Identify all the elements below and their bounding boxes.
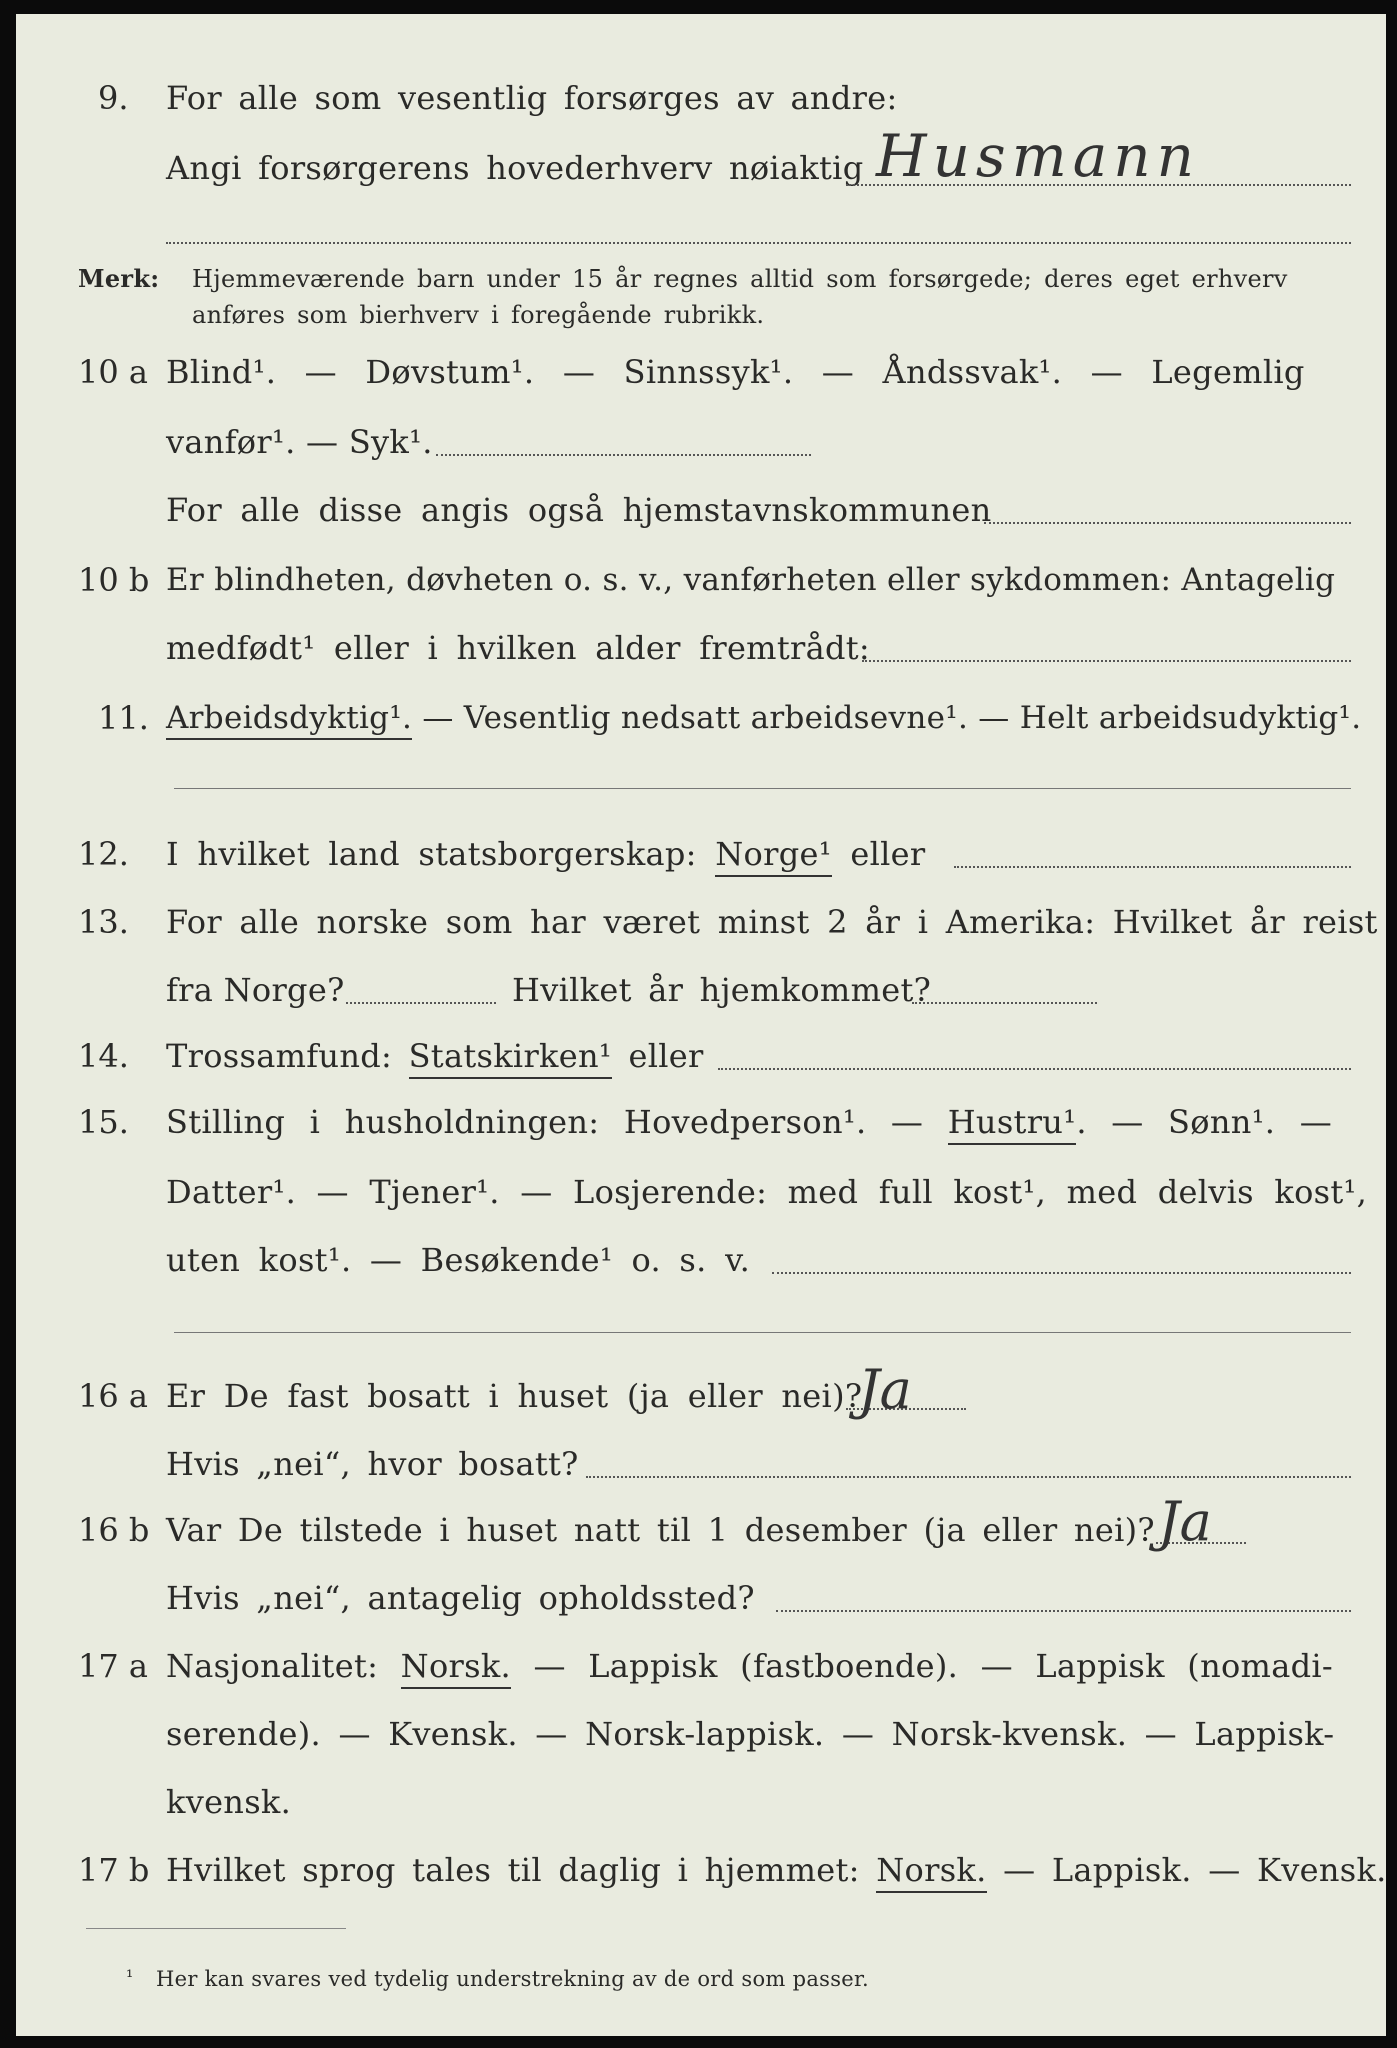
q11-rest: — Vesentlig nedsatt arbeidsevne¹. — Helt arbeidsudyktig¹. <box>412 700 1362 736</box>
q12-number: 12. <box>78 835 129 873</box>
q11-number: 11. <box>98 699 149 737</box>
q10a-line2-field <box>436 454 811 456</box>
census-form-page <box>16 14 1386 2036</box>
q17b-line <box>166 1850 1387 1890</box>
q10b-line1: Er blindheten, døvheten o. s. v., vanførheten eller sykdommen: Antagelig <box>166 562 1336 598</box>
q16a-number: 16 a <box>78 1377 148 1415</box>
q16b-answer-handwritten: Ja <box>1158 1490 1212 1553</box>
q15-line3: uten kost¹. — Besøkende¹ o. s. v. <box>166 1241 751 1279</box>
q17a-line3: kvensk. <box>166 1783 292 1821</box>
q10a-number: 10 a <box>78 353 148 391</box>
q14-number: 14. <box>78 1037 129 1075</box>
q17a-pre: Nasjonalitet: <box>166 1647 401 1685</box>
q13-hjemkommet-field <box>912 1002 1097 1004</box>
q12-line <box>166 834 926 874</box>
q9-number: 9. <box>98 79 129 117</box>
q10a-line1: Blind¹. — Døvstum¹. — Sinnssyk¹. — Åndssvak¹. — Legemlig <box>166 353 1305 391</box>
q13-line2a: fra Norge? <box>166 971 345 1009</box>
q10a-line3: For alle disse angis også hjemstavnskommunen <box>166 491 992 529</box>
q16b-number: 16 b <box>78 1511 150 1549</box>
q17a-option-norsk-underlined: Norsk. <box>401 1647 511 1689</box>
q10b-number: 10 b <box>78 561 150 599</box>
q11-line <box>166 698 1361 738</box>
q17b-post: — Lappisk. — Kvensk. <box>986 1851 1387 1889</box>
q15-line1 <box>166 1102 1332 1142</box>
merk-line1: Hjemmeværende barn under 15 år regnes alltid som forsørgede; deres eget erhverv <box>192 265 1288 293</box>
q17a-line1rest: — Lappisk (fastboende). — Lappisk (nomadi- <box>511 1647 1334 1685</box>
q12-post: eller <box>831 835 926 873</box>
q13-line2b: Hvilket år hjemkommet? <box>512 971 932 1009</box>
q17a-number: 17 a <box>78 1647 148 1685</box>
q15-separator <box>174 1332 1351 1333</box>
merk-line2: anføres som bierhverv i foregående rubrikk. <box>192 301 765 329</box>
q16a-bosatt-field <box>586 1476 1351 1478</box>
q15-line1a: Stilling i husholdningen: Hovedperson¹. — <box>166 1103 948 1141</box>
q14-field <box>718 1068 1351 1070</box>
q15-field <box>772 1272 1351 1274</box>
q17a-line1 <box>166 1646 1333 1686</box>
q12-pre: I hvilket land statsborgerskap: <box>166 835 716 873</box>
q12-option-norge-underlined: Norge¹ <box>715 835 832 877</box>
q13-line1: For alle norske som har været minst 2 år i Amerika: Hvilket år reist <box>166 903 1378 941</box>
footnote-separator <box>86 1928 346 1929</box>
q17b-pre: Hvilket sprog tales til daglig i hjemmet: <box>166 1851 877 1889</box>
q11-separator <box>174 788 1351 789</box>
q16b-line1: Var De tilstede i huset natt til 1 desember (ja eller nei)? <box>166 1511 1155 1549</box>
q17b-option-norsk-underlined: Norsk. <box>876 1851 986 1893</box>
q16a-line2: Hvis „nei“, hvor bosatt? <box>166 1445 579 1483</box>
q17a-line2: serende). — Kvensk. — Norsk-lappisk. — Norsk-kvensk. — Lappisk- <box>166 1715 1335 1753</box>
merk-label: Merk: <box>78 264 160 293</box>
q15-option-hustru-underlined: Hustru¹ <box>948 1103 1077 1145</box>
q17b-number: 17 b <box>78 1851 150 1889</box>
q16a-answer-handwritten: Ja <box>858 1358 912 1421</box>
q14-option-statskirken-underlined: Statskirken¹ <box>409 1037 612 1079</box>
q10a-line2: vanfør¹. — Syk¹. <box>166 423 433 461</box>
q13-reist-field <box>346 1002 496 1004</box>
q14-pre: Trossamfund: <box>166 1037 409 1075</box>
q10b-line2-field <box>862 660 1351 662</box>
q15-number: 15. <box>78 1103 129 1141</box>
q16a-line1: Er De fast bosatt i huset (ja eller nei)? <box>166 1377 863 1415</box>
q12-field <box>954 866 1351 868</box>
q9-blank-line <box>166 242 1351 244</box>
q10a-line3-field <box>984 522 1351 524</box>
q9-line1: For alle som vesentlig forsørges av andre: <box>166 79 898 117</box>
footnote-mark: ¹ <box>126 1967 134 1988</box>
q14-post: eller <box>612 1037 704 1075</box>
q9-answer-handwritten: Husmann <box>876 122 1200 190</box>
q11-option-arbeidsdyktig-underlined: Arbeidsdyktig¹. <box>166 700 412 740</box>
q15-line2: Datter¹. — Tjener¹. — Losjerende: med full kost¹, med delvis kost¹, <box>166 1173 1368 1211</box>
footnote-text: Her kan svares ved tydelig understrekning av de ord som passer. <box>156 1967 870 1991</box>
q14-line <box>166 1036 704 1076</box>
q15-line1b: . — Sønn¹. — <box>1076 1103 1333 1141</box>
q10b-line2: medfødt¹ eller i hvilken alder fremtrådt: <box>166 629 870 667</box>
q16b-line2: Hvis „nei“, antagelig opholdssted? <box>166 1579 755 1617</box>
q16b-opholdssted-field <box>776 1610 1351 1612</box>
q9-line2: Angi forsørgerens hovederhverv nøiaktig <box>166 149 864 187</box>
q13-number: 13. <box>78 903 129 941</box>
